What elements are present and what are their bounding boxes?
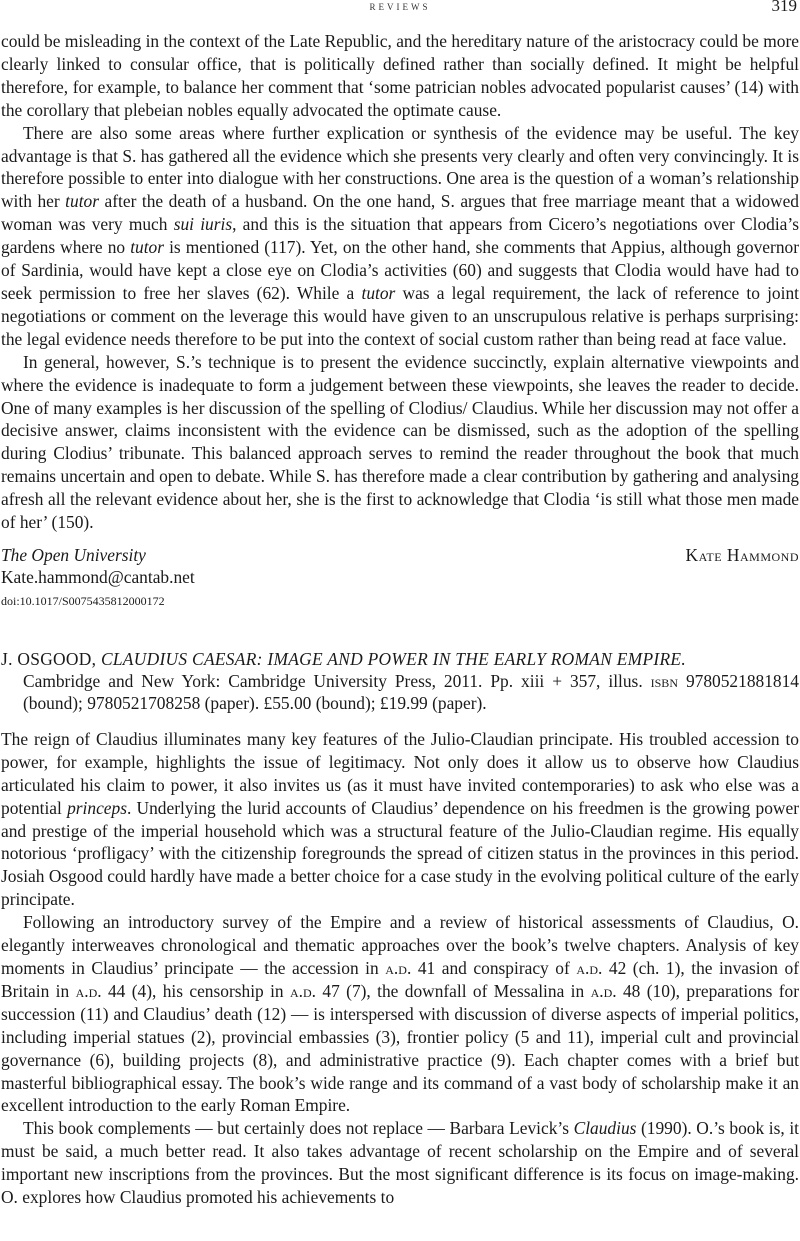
reviewer-signature xyxy=(1,544,799,612)
paragraph: The reign of Claudius illuminates many key features of the Julio-Claudian principate. His troubled accession to power, for example, highlights the issue of legitimacy. Not only does it allow us to observe how Claudius articulated his claim to power, it also invites us (as it must have invited contemporaries) to ask who else was a potential princeps. Underlying the lurid accounts of Claudius’ dependence on his freedmen is the growing power and prestige of the imperial household which was a structural feature of the Julio-Claudian regime. His equally notorious ‘profligacy’ with the citizenship foregrounds the spread of citizen status in the provinces in this period. Josiah Osgood could hardly have made a better choice for a case study in the evolving political culture of the early principate. xyxy=(1,728,800,910)
page-header xyxy=(1,0,799,30)
paragraph: Following an introductory survey of the Empire and a review of historical assessments of Claudius, O. elegantly interweaves chronological and thematic approaches over the book’s twelve chapters. Analysis of key moments in Claudius’ principate — the accession in a.d. 41 and conspiracy of a.d. 42 (ch. 1), the invasion of Britain in a.d. 44 (4), his censorship in a.d. 47 (7), the downfall of Messalina in a.d. 48 (10), preparations for succession (11) and Claudius’ death (12) — is interspersed with discussion of diverse aspects of imperial politics, including imperial statues (2), provincial embassies (3), frontier policy (5 and 11), imperial cult and provincial governance (6), building projects (8), and administrative practice (9). Each chapter comes with a brief but masterful bibliographical essay. The book’s wide range and its command of a vast body of scholarship make it an excellent introduction to the early Roman Empire. xyxy=(1,912,800,1116)
publication-details: Cambridge and New York: Cambridge University Press, 2011. Pp. xiii + 357, illus. isbn 9780521881814 (bound); 9780521708258 (paper). £55.00 (bound); £19.99 (paper). xyxy=(23,670,799,713)
doi[interactable]: doi:10.1017/S0075435812000172 xyxy=(1,593,165,608)
paragraph: In general, however, S.’s technique is to present the evidence succinctly, explain alternative viewpoints and where the evidence is inadequate to form a judgement between these viewpoints, she leaves the reader to decide. One of many examples is her discussion of the spelling of Clodius/ Claudius. While her discussion may not offer a decisive answer, claims inconsistent with the evidence can be dismissed, such as the adoption of the spelling during Clodius’ tribunate. This balanced approach serves to remind the reader throughout the book that much remains uncertain and open to debate. While S. has therefore made a clear contribution by gathering and analysing afresh all the relevant evidence about her, she is the first to acknowledge that Clodia ‘is still what those men made of her’ (150). xyxy=(1,351,799,533)
book-author: J. OSGOOD, xyxy=(1,648,101,669)
page-number: 319 xyxy=(771,0,797,15)
book-title: CLAUDIUS CAESAR: IMAGE AND POWER IN THE EARLY ROMAN EMPIRE. xyxy=(100,648,686,669)
book-citation xyxy=(1,648,799,714)
paragraph: could be misleading in the context of the Late Republic, and the hereditary nature of the aristocracy could be more clearly linked to consular office, that is politically defined rather than socially defined. It might be helpful therefore, for example, to balance her comment that ‘some patrician nobles advocated popularist causes’ (14) with the corollary that plebeian nobles equally advocated the optimate cause. xyxy=(1,31,799,120)
review-kate-hammond xyxy=(1,30,799,534)
running-head: reviews xyxy=(369,0,431,13)
reviewer-email[interactable]: Kate.hammond@cantab.net xyxy=(1,566,195,587)
review-osgood xyxy=(1,728,799,1209)
paragraph: There are also some areas where further explication or synthesis of the evidence may be useful. The key advantage is that S. has gathered all the evidence which she presents very clearly and often very convincingly. It is therefore possible to enter into dialogue with her constructions. One area is the question of a woman’s relationship with her tutor after the death of a husband. On the one hand, S. argues that free marriage meant that a widowed woman was very much sui iuris, and this is the situation that appears from Cicero’s negotiations over Clodia’s gardens where no tutor is mentioned (117). Yet, on the other hand, she comments that Appius, although governor of Sardinia, would have kept a close eye on Clodia’s activities (60) and suggests that Clodia would have had to seek permission to free her slaves (62). While a tutor was a legal requirement, the lack of reference to joint negotiations or comment on the leverage this would have given to an unscrupulous relative is perhaps surprising: the legal evidence needs therefore to be put into the context of social custom rather than being read at face value. xyxy=(1,122,800,349)
affiliation: The Open University xyxy=(1,544,146,565)
reviewer-name: Kate Hammond xyxy=(685,544,799,565)
paragraph: This book complements — but certainly does not replace — Barbara Levick’s Claudius (1990). O.’s book is, it must be said, a much better read. It also takes advantage of recent scholarship on the Empire and of several important new inscriptions from the provinces. But the most significant difference is its focus on image-making. O. explores how Claudius promoted his achievements to xyxy=(1,1118,799,1208)
